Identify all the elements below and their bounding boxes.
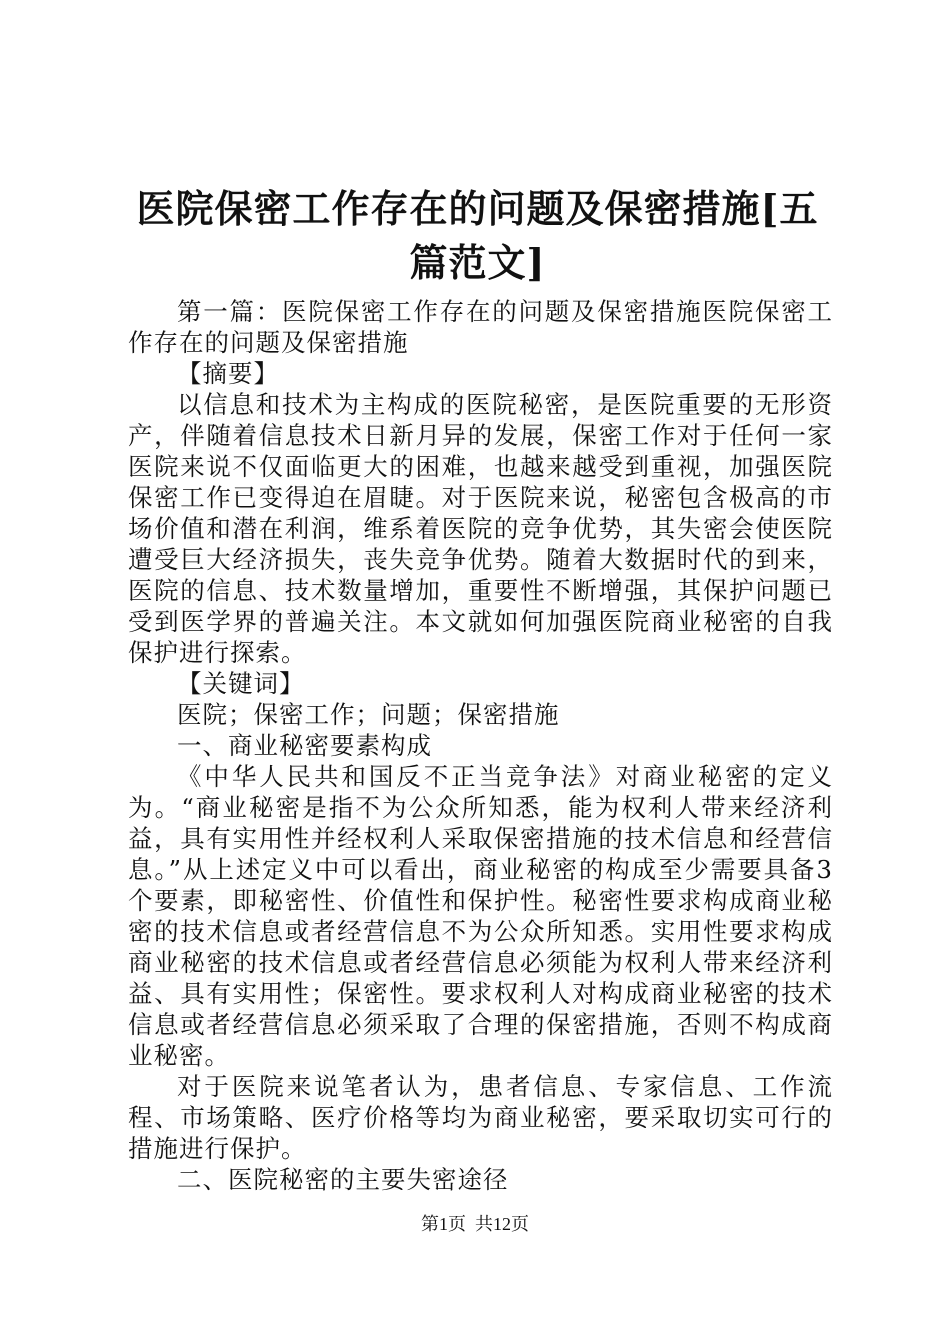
paragraph-intro: 第一篇：医院保密工作存在的问题及保密措施医院保密工作存在的问题及保密措施	[128, 297, 833, 357]
section-heading-1: 一、商业秘密要素构成	[177, 731, 432, 760]
section-heading-2: 二、医院秘密的主要失密途径	[177, 1165, 509, 1194]
abstract-heading: 【摘要】	[177, 359, 279, 388]
document-body	[128, 296, 833, 1195]
abstract-paragraph: 以信息和技术为主构成的医院秘密，是医院重要的无形资产，伴随着信息技术日新月异的发展，保密工作对于任何一家医院来说不仅面临更大的困难，也越来越受到重视，加强医院保密工作已变得迫在眉睫。对于医院来说，秘密包含极高的市场价值和潜在利润，维系着医院的竞争优势，其失密会使医院遭受巨大经济损失，丧失竞争优势。随着大数据时代的到来，医院的信息、技术数量增加，重要性不断增强，其保护问题已受到医学界的普遍关注。本文就如何加强医院商业秘密的自我保护进行探索。	[128, 390, 833, 667]
page-number-label: 第1页 共12页	[421, 1214, 529, 1234]
keywords-heading: 【关键词】	[177, 669, 305, 698]
page-footer	[0, 1212, 950, 1236]
hospital-secret-paragraph: 对于医院来说笔者认为，患者信息、专家信息、工作流程、市场策略、医疗价格等均为商业秘密，要采取切实可行的措施进行保护。	[128, 1072, 833, 1163]
definition-paragraph: 《中华人民共和国反不正当竞争法》对商业秘密的定义为。“商业秘密是指不为公众所知悉，能为权利人带来经济利益，具有实用性并经权利人采取保密措施的技术信息和经营信息。”从上述定义中可以看出，商业秘密的构成至少需要具备3个要素，即秘密性、价值性和保护性。秘密性要求构成商业秘密的技术信息或者经营信息不为公众所知悉。实用性要求构成商业秘密的技术信息或者经营信息必须能为权利人带来经济利益、具有实用性；保密性。要求权利人对构成商业秘密的技术信息或者经营信息必须采取了合理的保密措施，否则不构成商业秘密。	[128, 762, 833, 1070]
keywords-paragraph: 医院；保密工作；问题；保密措施	[177, 700, 560, 729]
document-title: 医院保密工作存在的问题及保密措施[五篇范文]	[136, 186, 819, 285]
